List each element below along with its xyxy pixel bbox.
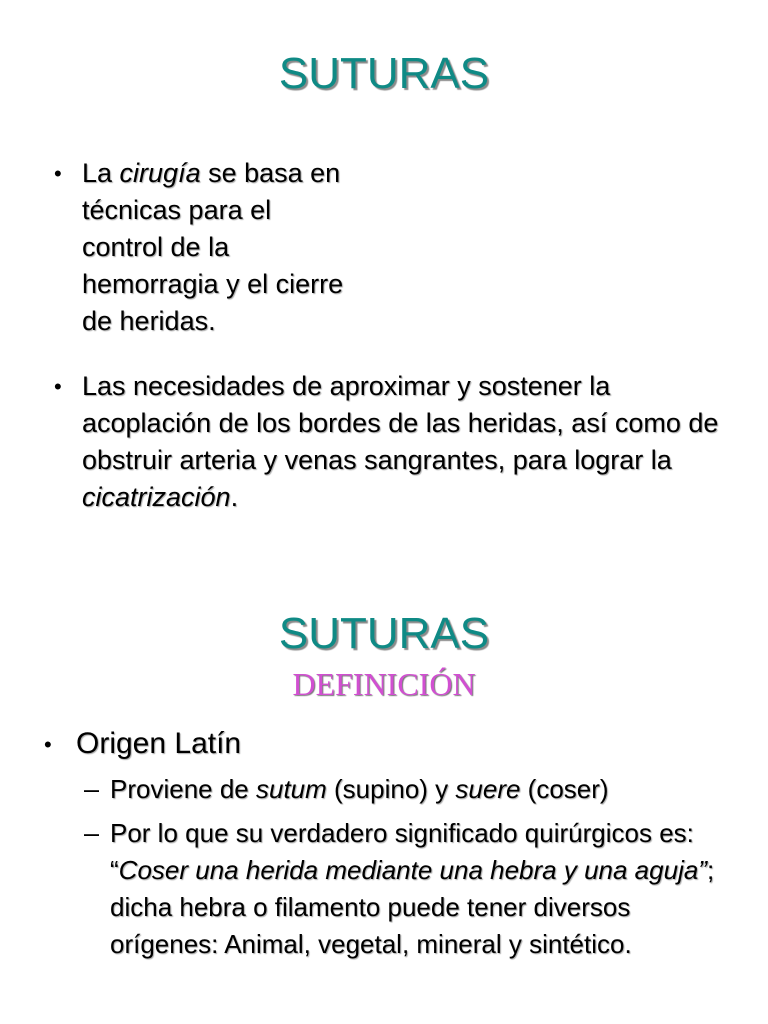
text-run: Proviene de [110, 774, 256, 804]
bullet-marker: • [44, 732, 52, 757]
slide2-bullet-origin: Origen Latín [76, 727, 242, 760]
slide1-title: SUTURAS [278, 49, 490, 98]
slide2-sub-bullet-1 [110, 771, 730, 808]
dash-marker: – [84, 774, 100, 804]
slide2-title: SUTURAS [278, 609, 490, 658]
emphasis-suere: suere [455, 774, 521, 804]
slide1-bullet-2 [82, 368, 722, 516]
text-run: . [230, 482, 239, 512]
slide2-subtitle: DEFINICIÓN [292, 666, 476, 702]
slide1-bullet-1 [82, 155, 352, 340]
emphasis-sutum: sutum [255, 774, 327, 804]
emphasis-cicatrizacion: cicatrización [82, 482, 231, 512]
text-run: ; dicha hebra o filamento puede tener diversos orígenes: Animal, vegetal, mineral y sintético. [110, 855, 715, 959]
bullet-marker: • [54, 161, 62, 186]
text-run: se basa en técnicas para el control de la hemorragia y el cierre de heridas. [82, 158, 344, 336]
emphasis-cirugia: cirugía [119, 158, 201, 188]
text-run: Por lo que su verdadero significado quirúrgicos es: “ [110, 818, 694, 885]
emphasis-definition: Coser una herida mediante una hebra y una aguja” [118, 855, 707, 885]
text-run: La [82, 158, 120, 188]
slide2-sub-bullet-2 [110, 815, 730, 963]
text-run: (supino) y [326, 774, 456, 804]
text-run: (coser) [520, 774, 609, 804]
dash-marker: – [84, 818, 100, 848]
bullet-marker: • [54, 374, 62, 399]
text-run: Las necesidades de aproximar y sostener la acoplación de los bordes de las heridas, así como de obstruir arteria y venas sangrantes, para lograr la [82, 371, 719, 475]
